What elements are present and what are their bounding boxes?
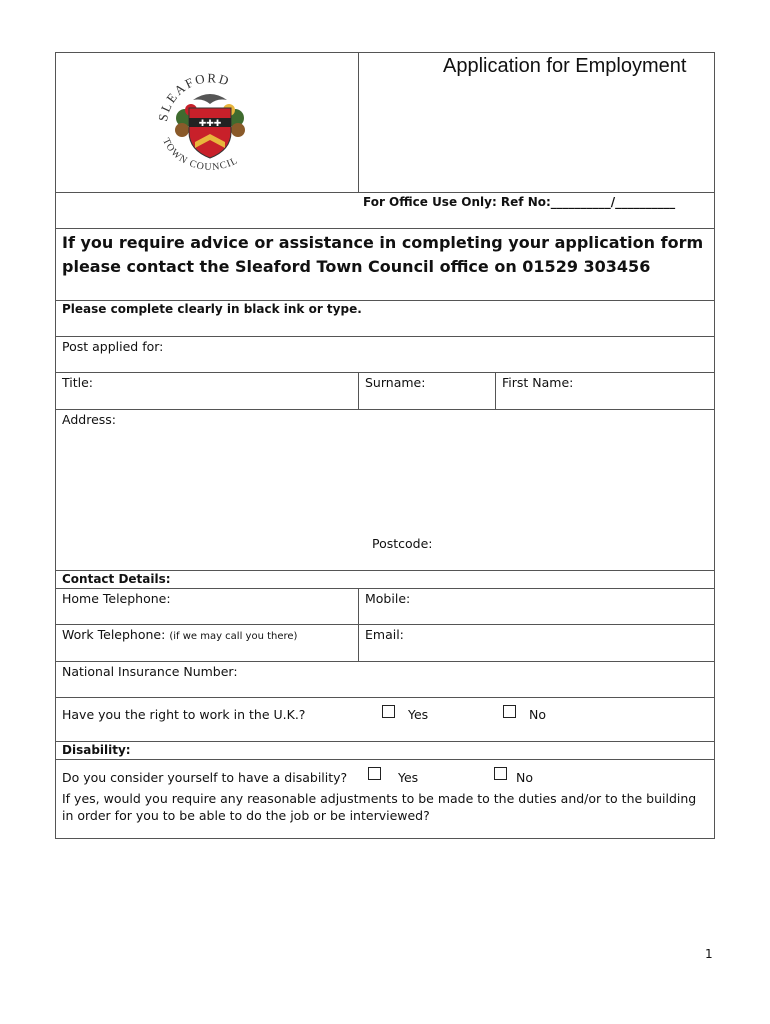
rule bbox=[55, 661, 715, 662]
title-label: Title: bbox=[62, 375, 93, 390]
mobile-label: Mobile: bbox=[365, 591, 411, 606]
disability-yes-checkbox[interactable] bbox=[368, 767, 381, 780]
post-applied-label: Post applied for: bbox=[62, 339, 164, 354]
logo-text-top: SLEAFORD bbox=[155, 70, 233, 123]
contact-details-heading: Contact Details: bbox=[62, 572, 171, 586]
work-telephone-label bbox=[62, 627, 297, 642]
work-telephone-note: (if we may call you there) bbox=[169, 631, 298, 642]
page-title: Application for Employment bbox=[443, 55, 687, 77]
rule bbox=[55, 570, 715, 571]
council-crest-logo bbox=[155, 70, 265, 182]
adjustments-line-1: If yes, would you require any reasonable adjustments to be made to the duties and/or to the building bbox=[62, 791, 697, 806]
address-label: Address: bbox=[62, 412, 116, 427]
name-divider bbox=[495, 372, 496, 409]
postcode-label: Postcode: bbox=[372, 536, 433, 551]
surname-label: Surname: bbox=[365, 375, 426, 390]
rule bbox=[55, 336, 715, 337]
logo-text-bottom: TOWN COUNCIL bbox=[160, 136, 240, 173]
rule bbox=[55, 759, 715, 760]
name-divider bbox=[358, 372, 359, 409]
page-number: 1 bbox=[705, 947, 713, 961]
advice-line-2: please contact the Sleaford Town Council office on 01529 303456 bbox=[62, 257, 651, 276]
first-name-label: First Name: bbox=[502, 375, 574, 390]
header-divider bbox=[358, 52, 359, 192]
right-to-work-question: Have you the right to work in the U.K.? bbox=[62, 707, 306, 722]
rule bbox=[55, 409, 715, 410]
rule bbox=[55, 372, 715, 373]
right-to-work-yes-label: Yes bbox=[408, 707, 429, 722]
advice-text bbox=[62, 231, 712, 279]
rule bbox=[55, 697, 715, 698]
right-to-work-no-label: No bbox=[529, 707, 546, 722]
office-use-ref: For Office Use Only: Ref No:__________/__________ bbox=[363, 195, 676, 209]
disability-no-label: No bbox=[516, 770, 533, 785]
home-telephone-label: Home Telephone: bbox=[62, 591, 171, 606]
rule bbox=[55, 741, 715, 742]
adjustments-line-2: in order for you to be able to do the job or be interviewed? bbox=[62, 808, 430, 823]
instructions: Please complete clearly in black ink or type. bbox=[62, 302, 362, 316]
disability-no-checkbox[interactable] bbox=[494, 767, 507, 780]
disability-question: Do you consider yourself to have a disability? bbox=[62, 770, 348, 785]
rule bbox=[55, 192, 715, 193]
svg-text:✚✚✚: ✚✚✚ bbox=[198, 119, 222, 129]
disability-heading: Disability: bbox=[62, 743, 131, 757]
email-label: Email: bbox=[365, 627, 404, 642]
rule bbox=[55, 588, 715, 589]
rule bbox=[55, 228, 715, 229]
ni-number-label: National Insurance Number: bbox=[62, 664, 238, 679]
disability-yes-label: Yes bbox=[398, 770, 419, 785]
rule bbox=[55, 624, 715, 625]
advice-line-1: If you require advice or assistance in completing your application form bbox=[62, 233, 704, 252]
right-to-work-no-checkbox[interactable] bbox=[503, 705, 516, 718]
work-telephone-text: Work Telephone: bbox=[62, 627, 166, 642]
right-to-work-yes-checkbox[interactable] bbox=[382, 705, 395, 718]
rule bbox=[55, 300, 715, 301]
